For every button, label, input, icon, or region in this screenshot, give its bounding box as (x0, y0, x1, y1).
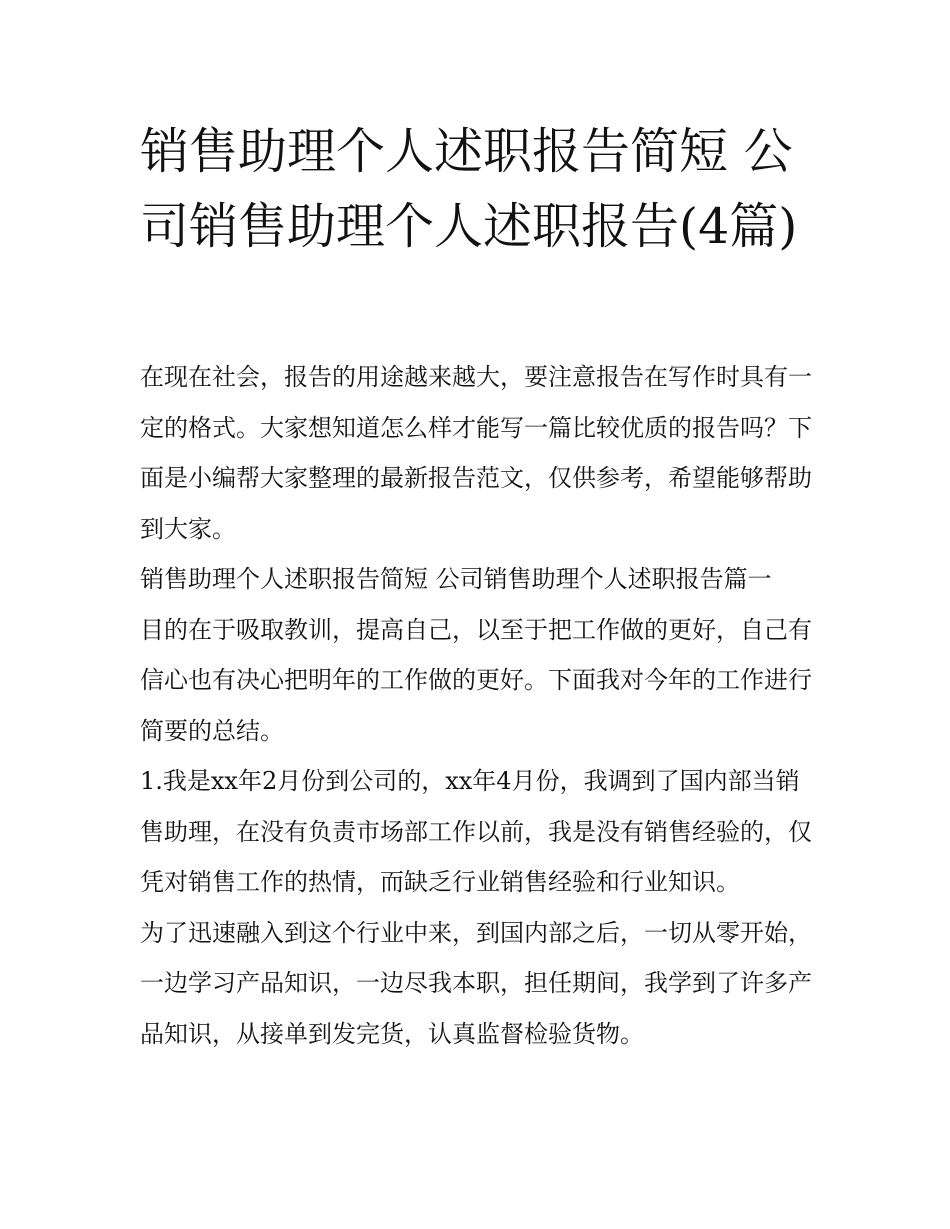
paragraph-learning: 为了迅速融入到这个行业中来，到国内部之后，一切从零开始，一边学习产品知识，一边尽我本职，担任期间，我学到了许多产品知识，从接单到发完货，认真监督检验货物。 (140, 918, 812, 1048)
paragraph-section-heading: 销售助理个人述职报告简短 公司销售助理个人述职报告篇一 (140, 565, 772, 593)
paragraph-point-1: 1.我是xx年2月份到公司的，xx年4月份，我调到了国内部当销售助理，在没有负责市场部工作以前，我是没有销售经验的，仅凭对销售工作的热情，而缺乏行业销售经验和行业知识。 (140, 767, 812, 896)
document-body (140, 352, 820, 1059)
document-title: 销售助理个人述职报告简短 公司销售助理个人述职报告(4篇) (140, 123, 798, 255)
paragraph-purpose: 目的在于吸取教训，提高自己，以至于把工作做的更好，自己有信心也有决心把明年的工作做的更好。下面我对今年的工作进行简要的总结。 (140, 615, 812, 745)
paragraph-intro: 在现在社会，报告的用途越来越大，要注意报告在写作时具有一定的格式。大家想知道怎么样才能写一篇比较优质的报告吗？下面是小编帮大家整理的最新报告范文，仅供参考，希望能够帮助到大家。 (140, 363, 812, 543)
